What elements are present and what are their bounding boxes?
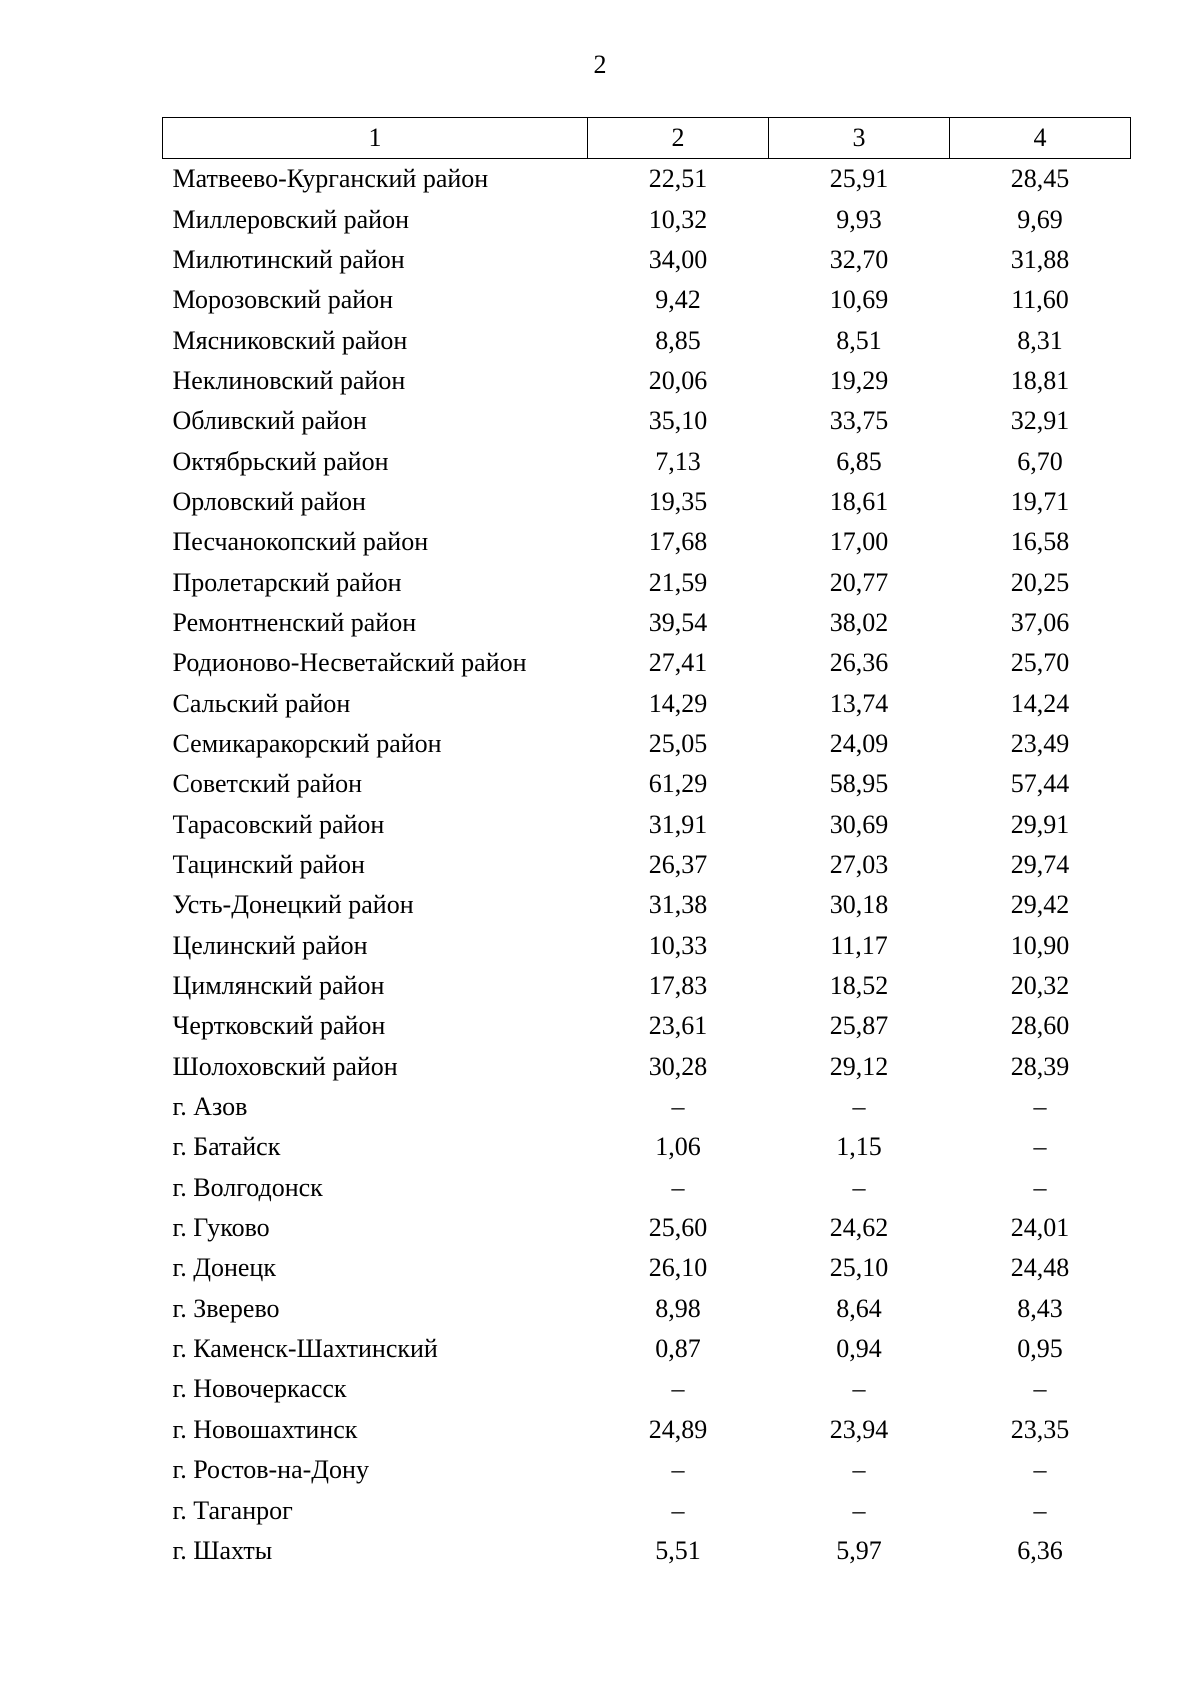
table-row xyxy=(163,1289,1131,1329)
territory-name-cell: Целинский район xyxy=(172,930,368,960)
value-cell-col-3: 23,94 xyxy=(829,1414,889,1444)
value-cell-col-4: 19,71 xyxy=(1010,486,1070,516)
value-cell-col-4: 28,60 xyxy=(1010,1011,1070,1041)
value-cell-col-4: – xyxy=(1033,1495,1047,1525)
table-row xyxy=(163,1168,1131,1208)
value-cell-col-3: 25,10 xyxy=(829,1253,889,1283)
value-cell-col-2: 22,51 xyxy=(648,164,708,194)
value-cell-col-2: 1,06 xyxy=(655,1132,701,1162)
value-cell-col-4: 16,58 xyxy=(1010,527,1070,557)
value-cell-col-4: 23,35 xyxy=(1010,1414,1070,1444)
value-cell-col-2: 26,37 xyxy=(648,850,708,880)
table-row xyxy=(163,764,1131,804)
table-row xyxy=(163,845,1131,885)
territory-name-cell: Тарасовский район xyxy=(172,809,385,839)
territory-name-cell: Советский район xyxy=(172,769,363,799)
territory-name-cell: Чертковский район xyxy=(172,1011,386,1041)
table-row xyxy=(163,966,1131,1006)
value-cell-col-4: 18,81 xyxy=(1010,365,1070,395)
value-cell-col-2: 30,28 xyxy=(648,1051,708,1081)
value-cell-col-2: 35,10 xyxy=(648,406,708,436)
table-row xyxy=(163,361,1131,401)
value-cell-col-2: 25,60 xyxy=(648,1213,708,1243)
value-cell-col-4: – xyxy=(1033,1455,1047,1485)
territory-name-cell: г. Таганрог xyxy=(172,1495,293,1525)
value-cell-col-4: 0,95 xyxy=(1017,1334,1063,1364)
value-cell-col-3: 38,02 xyxy=(829,607,889,637)
value-cell-col-2: 8,85 xyxy=(655,325,701,355)
territory-name-cell: Матвеево-Курганский район xyxy=(172,164,489,194)
value-cell-col-3: 11,17 xyxy=(830,930,888,960)
value-cell-col-2: – xyxy=(671,1172,685,1202)
value-cell-col-4: 57,44 xyxy=(1010,769,1070,799)
value-cell-col-2: 10,32 xyxy=(648,204,708,234)
territory-name-cell: Тацинский район xyxy=(172,850,365,880)
value-cell-col-4: 14,24 xyxy=(1010,688,1070,718)
table-row xyxy=(163,482,1131,522)
territory-name-cell: Октябрьский район xyxy=(172,446,389,476)
value-cell-col-3: 17,00 xyxy=(829,527,889,557)
table-row xyxy=(163,240,1131,280)
table-row xyxy=(163,1450,1131,1490)
territory-name-cell: Шолоховский район xyxy=(172,1051,398,1081)
value-cell-col-3: 26,36 xyxy=(829,648,889,678)
value-cell-col-4: – xyxy=(1033,1172,1047,1202)
territory-name-cell: Ремонтненский район xyxy=(172,607,417,637)
value-cell-col-2: 0,87 xyxy=(655,1334,701,1364)
value-cell-col-4: 6,36 xyxy=(1017,1535,1063,1565)
table-row xyxy=(163,1087,1131,1127)
value-cell-col-4: 20,25 xyxy=(1010,567,1070,597)
table-row xyxy=(163,1006,1131,1046)
column-header-4: 4 xyxy=(950,118,1131,159)
value-cell-col-3: 5,97 xyxy=(836,1535,882,1565)
territory-name-cell: г. Каменск-Шахтинский xyxy=(172,1334,438,1364)
value-cell-col-2: – xyxy=(671,1455,685,1485)
header-row xyxy=(163,118,1131,159)
territory-name-cell: Пролетарский район xyxy=(172,567,402,597)
value-cell-col-2: 61,29 xyxy=(648,769,708,799)
table-row xyxy=(163,603,1131,643)
table-body xyxy=(163,159,1131,1572)
territory-name-cell: г. Ростов-на-Дону xyxy=(172,1455,369,1485)
value-cell-col-2: 14,29 xyxy=(648,688,708,718)
table-row xyxy=(163,1127,1131,1167)
territory-name-cell: Мясниковский район xyxy=(172,325,408,355)
value-cell-col-3: – xyxy=(852,1495,866,1525)
value-cell-col-2: 17,68 xyxy=(648,527,708,557)
table-header xyxy=(163,118,1131,159)
value-cell-col-2: 9,42 xyxy=(655,285,701,315)
value-cell-col-4: 29,74 xyxy=(1010,850,1070,880)
value-cell-col-3: 0,94 xyxy=(836,1334,882,1364)
value-cell-col-3: 30,69 xyxy=(829,809,889,839)
value-cell-col-2: – xyxy=(671,1374,685,1404)
value-cell-col-4: 29,91 xyxy=(1010,809,1070,839)
value-cell-col-2: 23,61 xyxy=(648,1011,708,1041)
territory-name-cell: Милютинский район xyxy=(172,244,405,274)
value-cell-col-4: 23,49 xyxy=(1010,728,1070,758)
value-cell-col-3: 8,64 xyxy=(836,1293,882,1323)
table-row xyxy=(163,199,1131,239)
table-row xyxy=(163,1531,1131,1571)
table-row xyxy=(163,805,1131,845)
value-cell-col-4: 28,45 xyxy=(1010,164,1070,194)
value-cell-col-4: 28,39 xyxy=(1010,1051,1070,1081)
territory-name-cell: Морозовский район xyxy=(172,285,394,315)
value-cell-col-3: 24,09 xyxy=(829,728,889,758)
value-cell-col-3: – xyxy=(852,1455,866,1485)
value-cell-col-4: 25,70 xyxy=(1010,648,1070,678)
table-row xyxy=(163,926,1131,966)
value-cell-col-4: 29,42 xyxy=(1010,890,1070,920)
value-cell-col-2: 7,13 xyxy=(655,446,701,476)
value-cell-col-3: 33,75 xyxy=(829,406,889,436)
table-row xyxy=(163,724,1131,764)
table-row xyxy=(163,1410,1131,1450)
territory-name-cell: Орловский район xyxy=(172,486,366,516)
value-cell-col-4: 11,60 xyxy=(1011,285,1069,315)
value-cell-col-2: 31,91 xyxy=(648,809,708,839)
value-cell-col-2: – xyxy=(671,1092,685,1122)
value-cell-col-4: 37,06 xyxy=(1010,607,1070,637)
column-header-3: 3 xyxy=(769,118,950,159)
table-row xyxy=(163,683,1131,723)
value-cell-col-3: 18,52 xyxy=(829,971,889,1001)
value-cell-col-3: 20,77 xyxy=(829,567,889,597)
value-cell-col-3: 10,69 xyxy=(829,285,889,315)
table-row xyxy=(163,280,1131,320)
value-cell-col-4: 10,90 xyxy=(1010,930,1070,960)
value-cell-col-3: 58,95 xyxy=(829,769,889,799)
value-cell-col-2: 24,89 xyxy=(648,1414,708,1444)
value-cell-col-4: 6,70 xyxy=(1017,446,1063,476)
value-cell-col-3: 6,85 xyxy=(836,446,882,476)
value-cell-col-2: 20,06 xyxy=(648,365,708,395)
territory-name-cell: г. Шахты xyxy=(172,1535,273,1565)
value-cell-col-3: – xyxy=(852,1374,866,1404)
value-cell-col-2: 25,05 xyxy=(648,728,708,758)
territory-name-cell: г. Донецк xyxy=(172,1253,276,1283)
value-cell-col-2: 27,41 xyxy=(648,648,708,678)
territory-name-cell: Семикаракорский район xyxy=(172,728,442,758)
territory-name-cell: Родионово-Несветайский район xyxy=(172,648,527,678)
table-row xyxy=(163,320,1131,360)
value-cell-col-3: – xyxy=(852,1092,866,1122)
value-cell-col-3: 25,87 xyxy=(829,1011,889,1041)
value-cell-col-2: – xyxy=(671,1495,685,1525)
territory-name-cell: Миллеровский район xyxy=(172,204,410,234)
value-cell-col-4: – xyxy=(1033,1092,1047,1122)
table-row xyxy=(163,1329,1131,1369)
value-cell-col-4: 31,88 xyxy=(1010,244,1070,274)
table-row xyxy=(163,562,1131,602)
value-cell-col-2: 17,83 xyxy=(648,971,708,1001)
table-row xyxy=(163,643,1131,683)
territory-name-cell: Усть-Донецкий район xyxy=(172,890,414,920)
table-row xyxy=(163,1208,1131,1248)
value-cell-col-3: 29,12 xyxy=(829,1051,889,1081)
territory-name-cell: Неклиновский район xyxy=(172,365,406,395)
value-cell-col-4: – xyxy=(1033,1374,1047,1404)
value-cell-col-3: 1,15 xyxy=(836,1132,882,1162)
territory-name-cell: г. Азов xyxy=(172,1092,248,1122)
value-cell-col-2: 19,35 xyxy=(648,486,708,516)
table-row xyxy=(163,522,1131,562)
territory-name-cell: г. Гуково xyxy=(172,1213,270,1243)
value-cell-col-3: 19,29 xyxy=(829,365,889,395)
table-row xyxy=(163,885,1131,925)
value-cell-col-2: 34,00 xyxy=(648,244,708,274)
value-cell-col-3: 27,03 xyxy=(829,850,889,880)
value-cell-col-2: 5,51 xyxy=(655,1535,701,1565)
table-row xyxy=(163,1490,1131,1530)
data-table xyxy=(162,117,1131,1571)
value-cell-col-4: 8,31 xyxy=(1017,325,1063,355)
value-cell-col-4: 20,32 xyxy=(1010,971,1070,1001)
value-cell-col-3: 13,74 xyxy=(829,688,889,718)
value-cell-col-2: 31,38 xyxy=(648,890,708,920)
table-row xyxy=(163,1369,1131,1409)
table-row xyxy=(163,401,1131,441)
territory-name-cell: г. Новошахтинск xyxy=(172,1414,358,1444)
value-cell-col-4: 9,69 xyxy=(1017,204,1063,234)
value-cell-col-3: 8,51 xyxy=(836,325,882,355)
value-cell-col-3: 18,61 xyxy=(829,486,889,516)
value-cell-col-2: 10,33 xyxy=(648,930,708,960)
value-cell-col-4: – xyxy=(1033,1132,1047,1162)
value-cell-col-2: 21,59 xyxy=(648,567,708,597)
territory-name-cell: г. Батайск xyxy=(172,1132,281,1162)
territory-name-cell: Сальский район xyxy=(172,688,351,718)
value-cell-col-3: 25,91 xyxy=(829,164,889,194)
table-row xyxy=(163,1047,1131,1087)
table-row xyxy=(163,441,1131,481)
territory-name-cell: г. Зверево xyxy=(172,1293,280,1323)
territory-name-cell: Обливский район xyxy=(172,406,367,436)
value-cell-col-2: 39,54 xyxy=(648,607,708,637)
column-header-2: 2 xyxy=(588,118,769,159)
territory-name-cell: Цимлянский район xyxy=(172,971,385,1001)
territory-name-cell: г. Новочеркасск xyxy=(172,1374,347,1404)
value-cell-col-4: 32,91 xyxy=(1010,406,1070,436)
table-row xyxy=(163,1248,1131,1288)
value-cell-col-3: 24,62 xyxy=(829,1213,889,1243)
value-cell-col-4: 8,43 xyxy=(1017,1293,1063,1323)
value-cell-col-2: 26,10 xyxy=(648,1253,708,1283)
value-cell-col-4: 24,01 xyxy=(1010,1213,1070,1243)
value-cell-col-2: 8,98 xyxy=(655,1293,701,1323)
value-cell-col-3: 30,18 xyxy=(829,890,889,920)
territory-name-cell: г. Волгодонск xyxy=(172,1172,323,1202)
column-header-1: 1 xyxy=(163,118,588,159)
page-number: 2 xyxy=(593,50,607,79)
value-cell-col-3: 32,70 xyxy=(829,244,889,274)
value-cell-col-3: – xyxy=(852,1172,866,1202)
value-cell-col-4: 24,48 xyxy=(1010,1253,1070,1283)
territory-name-cell: Песчанокопский район xyxy=(172,527,429,557)
value-cell-col-3: 9,93 xyxy=(836,204,882,234)
table-row xyxy=(163,159,1131,200)
